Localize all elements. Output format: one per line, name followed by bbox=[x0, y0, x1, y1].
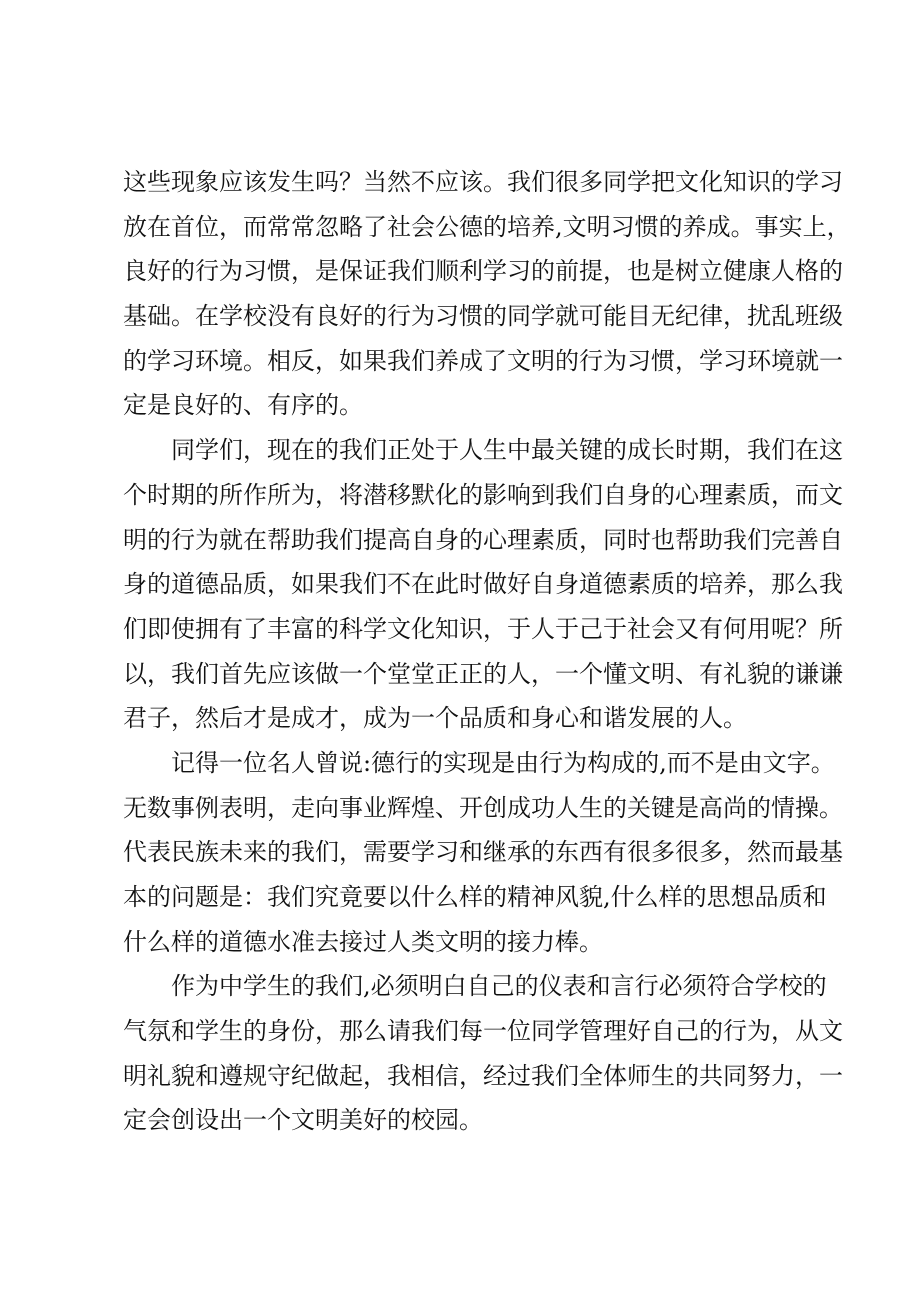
text-line: 们即使拥有了丰富的科学文化知识，于人于己于社会又有何用呢？所 bbox=[123, 614, 843, 643]
text-line: 代表民族未来的我们，需要学习和继承的东西有很多很多，然而最基 bbox=[123, 838, 843, 867]
text-line: 的学习环境。相反，如果我们养成了文明的行为习惯，学习环境就一 bbox=[123, 346, 843, 375]
text-line: 定是良好的、有序的。 bbox=[123, 391, 363, 420]
body-text bbox=[123, 160, 851, 1143]
text-line: 气氛和学生的身份，那么请我们每一位同学管理好自己的行为，从文 bbox=[123, 1017, 843, 1046]
text-line: 身的道德品质，如果我们不在此时做好自身道德素质的培养，那么我 bbox=[123, 570, 843, 599]
text-line: 记得一位名人曾说:德行的实现是由行为构成的,而不是由文字。 bbox=[171, 748, 835, 777]
text-line: 放在首位，而常常忽略了社会公德的培养,文明习惯的养成。事实上， bbox=[123, 212, 851, 241]
text-line: 良好的行为习惯，是保证我们顺利学习的前提，也是树立健康人格的 bbox=[123, 257, 843, 286]
text-line: 明的行为就在帮助我们提高自身的心理素质，同时也帮助我们完善自 bbox=[123, 525, 843, 554]
text-line: 同学们，现在的我们正处于人生中最关键的成长时期，我们在这 bbox=[171, 436, 843, 465]
text-line: 以，我们首先应该做一个堂堂正正的人，一个懂文明、有礼貌的谦谦 bbox=[123, 659, 843, 688]
paragraph bbox=[123, 160, 851, 428]
text-line: 定会创设出一个文明美好的校园。 bbox=[123, 1106, 483, 1135]
text-line: 这些现象应该发生吗？当然不应该。我们很多同学把文化知识的学习 bbox=[123, 168, 843, 196]
paragraph bbox=[123, 964, 843, 1143]
text-line: 什么样的道德水准去接过人类文明的接力棒。 bbox=[123, 927, 603, 956]
text-line: 基础。在学校没有良好的行为习惯的同学就可能目无纪律，扰乱班级 bbox=[123, 302, 843, 331]
paragraph bbox=[123, 428, 843, 741]
text-line: 明礼貌和遵规守纪做起，我相信，经过我们全体师生的共同努力，一 bbox=[123, 1061, 843, 1090]
text-line: 无数事例表明，走向事业辉煌、开创成功人生的关键是高尚的情操。 bbox=[123, 793, 843, 822]
text-line: 君子，然后才是成才，成为一个品质和身心和谐发展的人。 bbox=[123, 704, 747, 733]
text-line: 本的问题是：我们究竟要以什么样的精神风貌,什么样的思想品质和 bbox=[123, 883, 827, 911]
text-line: 个时期的所作所为，将潜移默化的影响到我们自身的心理素质，而文 bbox=[123, 480, 843, 509]
text-line: 作为中学生的我们,必须明白自己的仪表和言行必须符合学校的 bbox=[171, 972, 827, 1001]
paragraph bbox=[123, 741, 843, 964]
